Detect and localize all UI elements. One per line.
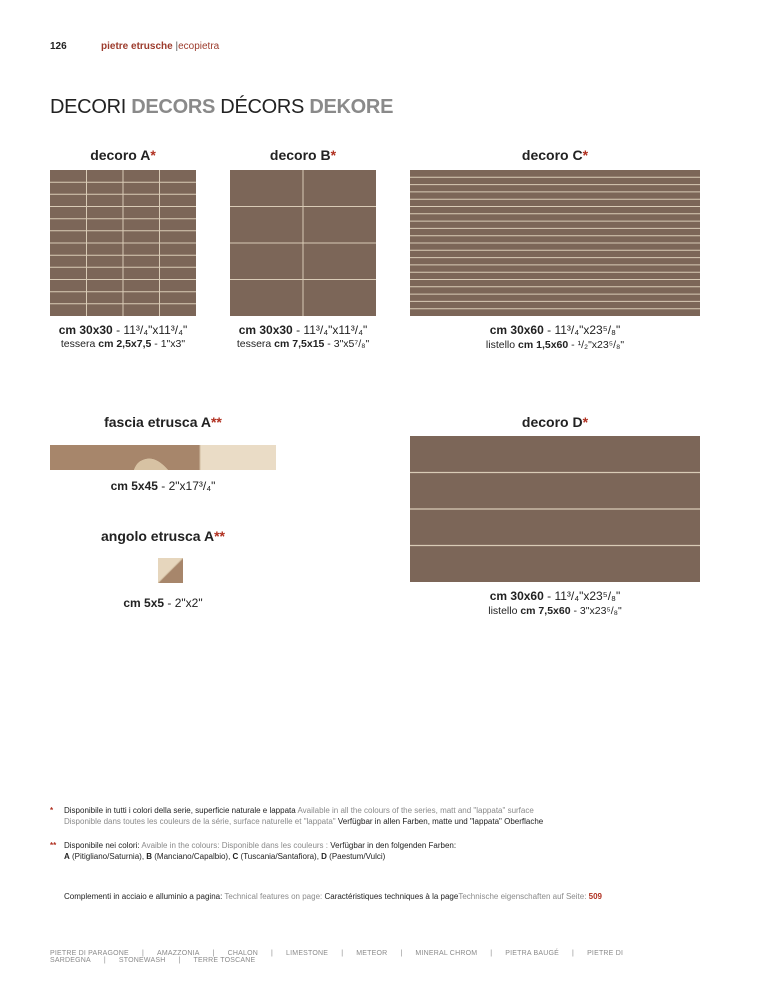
nav-separator: | — [400, 950, 403, 957]
angolo-name: angolo etrusca A — [101, 528, 215, 544]
decoro-a-pattern — [50, 170, 196, 316]
decoro-b-sub-in: 3"x5⁷/₈" — [333, 338, 370, 350]
decoro-c-star: * — [582, 147, 589, 163]
nav-item[interactable]: AMAZZONIA — [156, 950, 200, 957]
decoro-a-sub-cm: cm 2,5x7,5 — [98, 338, 152, 350]
decoro-b-dim: cm 30x30 - 11³/₄"x11³/₄" — [238, 323, 368, 337]
decoro-b-name: decoro B — [269, 147, 331, 163]
footnote-1-mark: * — [50, 806, 54, 815]
fascia-tile — [50, 445, 276, 470]
fascia-star: ** — [210, 414, 222, 430]
decoro-a-sub-in: 1"x3" — [160, 338, 186, 350]
decoro-d-sub-label: listello — [488, 605, 518, 617]
nav-item[interactable]: MINERAL CHROM — [415, 950, 478, 957]
nav-separator: | — [490, 950, 493, 957]
footnote-2-it: Disponibile nei colori: — [64, 841, 140, 850]
color-d-text: (Paestum/Vulci) — [326, 852, 386, 861]
decoro-c-sub: listello cm 1,5x60 - ¹/₂"x23⁵/₈" — [485, 339, 625, 351]
complementi-fr: Caractéristiques techniques à la page — [324, 892, 459, 901]
decoro-a-name: decoro A — [90, 147, 151, 163]
title-fr: DÉCORS — [220, 96, 305, 118]
nav-separator: | — [341, 950, 344, 957]
nav-item[interactable]: METEOR — [356, 950, 388, 957]
brand-name: pietre etrusche — [101, 41, 173, 52]
fascia-dim-cm: cm 5x45 — [110, 479, 158, 493]
footnote-1-it: Disponibile in tutti i colori della serie, superficie naturale e lappata — [64, 806, 296, 815]
fascia-name: fascia etrusca A — [104, 414, 211, 430]
decoro-b-dim-cm: cm 30x30 — [238, 323, 293, 337]
fascia-title — [50, 414, 276, 430]
nav-item[interactable]: PIETRE DI PARAGONE — [50, 950, 129, 957]
decoro-d-dim-in: 11³/₄"x23⁵/₈" — [554, 589, 621, 603]
decoro-c-sub-in: ¹/₂"x23⁵/₈" — [577, 339, 625, 351]
decoro-b-sub-label: tessera — [236, 338, 272, 350]
decoro-a-dim-cm: cm 30x30 — [58, 323, 113, 337]
decoro-c-title — [410, 147, 700, 163]
decoro-b-star: * — [330, 147, 337, 163]
angolo-pattern — [158, 558, 183, 583]
nav-separator: | — [572, 950, 575, 957]
decoro-a-sub-label: tessera — [60, 338, 96, 350]
decoro-d-dim-cm: cm 30x60 — [489, 589, 544, 603]
complementi-en: Technical features on page: — [224, 892, 323, 901]
nav-separator: | — [271, 950, 274, 957]
color-a-label: A — [64, 852, 70, 861]
angolo-dim-in: 2"x2" — [174, 596, 203, 610]
nav-item[interactable]: PIETRA BAUGÉ — [505, 950, 560, 957]
nav-separator: | — [103, 957, 106, 964]
angolo-dim: cm 5x5 - 2"x2" — [123, 596, 203, 610]
decoro-a-title — [50, 147, 196, 163]
brand-line — [101, 41, 219, 52]
nav-separator: | — [141, 950, 144, 957]
decoro-b-tile — [230, 170, 376, 316]
decoro-d-star: * — [582, 414, 589, 430]
decoro-d-tile — [410, 436, 700, 582]
decoro-d-sub-in: 3"x23⁵/₈" — [579, 605, 622, 617]
color-b-label: B — [146, 852, 153, 861]
decoro-a-sub: tessera cm 2,5x7,5 - 1"x3" — [60, 338, 186, 350]
complementi-it: Complementi in acciaio e alluminio a pagina: — [64, 892, 223, 901]
nav-separator: | — [212, 950, 215, 957]
decoro-d-title — [410, 414, 700, 430]
decoro-a-dim: cm 30x30 - 11³/₄"x11³/₄" — [58, 323, 188, 337]
page-number: 126 — [50, 41, 67, 52]
color-c-text: (Tuscania/Santafiora), — [238, 852, 322, 861]
title-en: DECORS — [131, 96, 216, 118]
angolo-tile — [158, 558, 183, 583]
decoro-c-name: decoro C — [521, 147, 583, 163]
decoro-a-star: * — [150, 147, 156, 163]
complementi-line — [64, 891, 724, 902]
decoro-c-pattern — [410, 170, 700, 316]
decoro-c-sub-cm: cm 1,5x60 — [518, 339, 569, 351]
decoro-d-name: decoro D — [521, 414, 583, 430]
decoro-b-title — [230, 147, 376, 163]
footnote-1-en: Available in all the colours of the series, matt and "lappata" surface — [297, 806, 534, 815]
decoro-c-dim-in: 11³/₄"x23⁵/₈" — [554, 323, 621, 337]
decoro-c-dim: cm 30x60 - 11³/₄"x23⁵/₈" — [489, 323, 621, 337]
footnote-2 — [50, 840, 710, 862]
nav-item[interactable]: STONEWASH — [118, 957, 166, 964]
nav-item[interactable]: PIETRE DI SARDEGNA — [50, 950, 624, 964]
angolo-star: ** — [214, 528, 225, 544]
decoro-c-dim-cm: cm 30x60 — [489, 323, 544, 337]
angolo-dim-cm: cm 5x5 — [123, 596, 165, 610]
decoro-c-sub-label: listello — [485, 339, 516, 351]
page-title — [50, 96, 393, 119]
decoro-b-sub: tessera cm 7,5x15 - 3"x5⁷/₈" — [236, 338, 370, 350]
title-it: DECORI — [50, 96, 126, 118]
decoro-b-pattern — [230, 170, 376, 316]
decoro-a-tile — [50, 170, 196, 316]
decoro-d-sub: listello cm 7,5x60 - 3"x23⁵/₈" — [488, 605, 622, 617]
brand-eco: ecopietra — [178, 41, 220, 52]
footnote-2-en: Avaible in the colours: Disponible dans les couleurs : — [141, 841, 328, 850]
nav-item[interactable]: CHALON — [227, 950, 259, 957]
footnote-1-fr: Disponible dans toutes les couleurs de la série, surface naturelle et "lappata" — [64, 817, 336, 826]
footnote-1-de: Verfügbar in allen Farben, matte und "lappata" Oberflache — [337, 817, 544, 826]
decoro-d-dim: cm 30x60 - 11³/₄"x23⁵/₈" — [489, 589, 621, 603]
color-b-text: (Manciano/Capalbio), — [152, 852, 233, 861]
nav-separator: | — [178, 957, 181, 964]
footnote-2-mark: ** — [50, 841, 57, 850]
brand-separator: | — [175, 41, 179, 52]
decoro-d-pattern — [410, 436, 700, 582]
decoro-b-sub-cm: cm 7,5x15 — [274, 338, 325, 350]
title-de: DEKORE — [309, 96, 394, 118]
decoro-c-tile — [410, 170, 700, 316]
decoro-a-dim-in: 11³/₄"x11³/₄" — [123, 323, 188, 337]
collection-nav — [50, 950, 710, 964]
decoro-d-sub-cm: cm 7,5x60 — [520, 605, 571, 617]
footnote-1 — [50, 805, 710, 827]
decoro-b-dim-in: 11³/₄"x11³/₄" — [303, 323, 368, 337]
color-c-label: C — [232, 852, 239, 861]
nav-item[interactable]: LIMESTONE — [286, 950, 329, 957]
fascia-dim-in: 2"x17³/₄" — [168, 479, 216, 493]
complementi-de: Technische eigenschaften auf Seite: — [458, 892, 587, 901]
angolo-title — [50, 528, 276, 544]
footnote-2-de: Verfügbar in den folgenden Farben: — [330, 841, 457, 850]
fascia-dim: cm 5x45 - 2"x17³/₄" — [110, 479, 216, 493]
fascia-pattern — [50, 445, 276, 470]
color-d-label: D — [321, 852, 327, 861]
complementi-page-link[interactable]: 509 — [588, 892, 603, 901]
color-a-text: (Pitigliano/Saturnia), — [69, 852, 147, 861]
nav-item[interactable]: TERRE TOSCANE — [193, 957, 256, 964]
